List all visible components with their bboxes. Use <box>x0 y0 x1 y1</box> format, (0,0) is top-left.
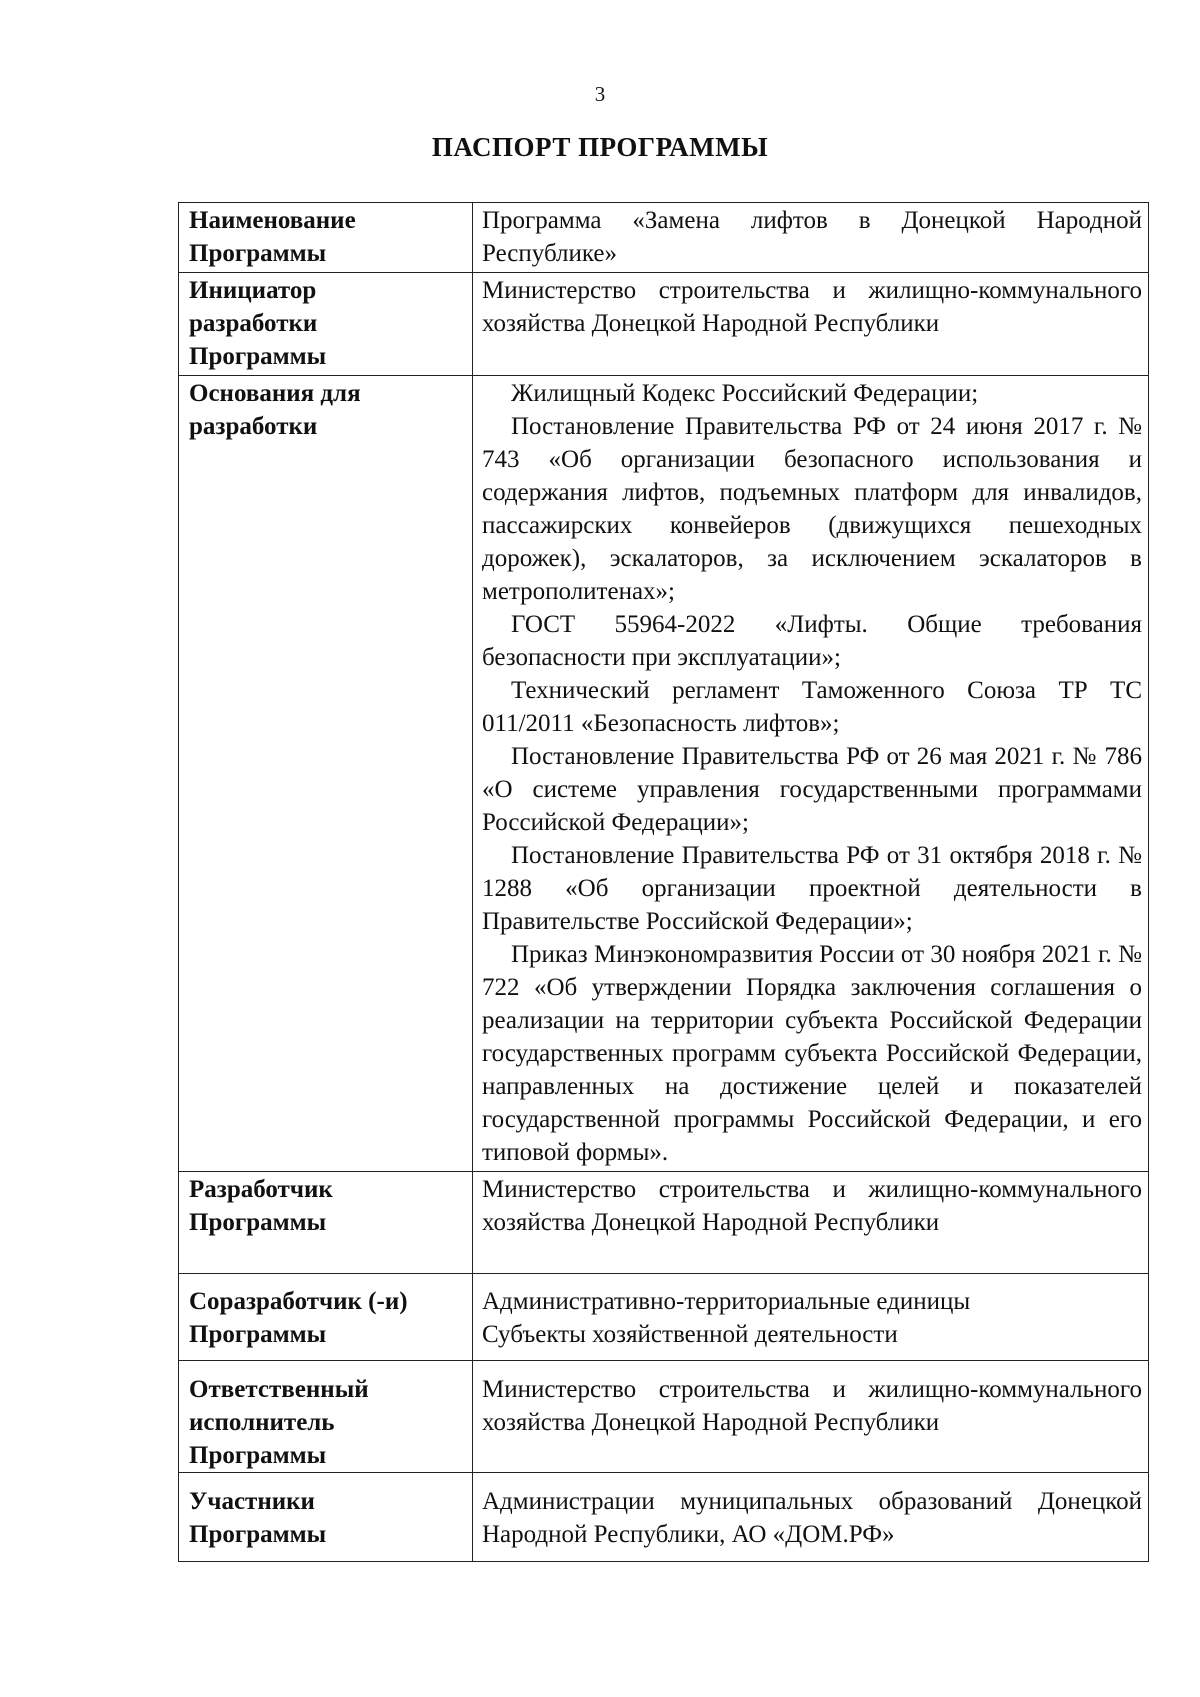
value-text: Министерство строительства и жилищно-коммунального хозяйства Донецкой Народной Республики <box>482 1176 1142 1236</box>
row-label <box>179 1473 473 1562</box>
grounds-item: Жилищный Кодекс Российский Федерации; <box>511 380 979 407</box>
table-row-participants <box>179 1473 1149 1562</box>
label-line: Участники <box>189 1488 315 1515</box>
grounds-item: Постановление Правительства РФ от 31 октября 2018 г. № 1288 «Об организации проектной деятельности в Правительстве Российской Федерации»; <box>482 842 1142 935</box>
row-label <box>179 203 473 273</box>
label-line: Инициатор <box>189 277 317 304</box>
table-row-name <box>179 203 1149 273</box>
grounds-item: Постановление Правительства РФ от 24 июня 2017 г. № 743 «Об организации безопасного использования и содержания лифтов, подъемных платформ для инвалидов, пассажирских конвейеров (движущихся пешеходных дорожек), эскалаторов, за исключением эскалаторов в метрополитенах»; <box>482 413 1142 605</box>
label-line: Программы <box>189 1442 327 1469</box>
row-value <box>473 203 1149 273</box>
value-text: Министерство строительства и жилищно-коммунального хозяйства Донецкой Народной Республики <box>482 1376 1142 1436</box>
table-row-responsible-executor <box>179 1361 1149 1473</box>
label-line: Разработчик <box>189 1176 333 1203</box>
value-text: Министерство строительства и жилищно-коммунального хозяйства Донецкой Народной Республики <box>482 277 1142 337</box>
grounds-item: Постановление Правительства РФ от 26 мая 2021 г. № 786 «О системе управления государственными программами Российской Федерации»; <box>482 743 1142 836</box>
label-line: Основания для <box>189 380 361 407</box>
row-label <box>179 273 473 376</box>
value-text: Административно-территориальные единицы <box>482 1288 971 1315</box>
table-row-developer <box>179 1172 1149 1274</box>
label-line: Программы <box>189 240 327 267</box>
grounds-item: ГОСТ 55964-2022 «Лифты. Общие требования безопасности при эксплуатации»; <box>482 611 1142 671</box>
label-line: Программы <box>189 1321 327 1348</box>
value-text: Субъекты хозяйственной деятельности <box>482 1321 898 1348</box>
label-line: Программы <box>189 343 327 370</box>
value-text: Администрации муниципальных образований Донецкой Народной Республики, АО «ДОМ.РФ» <box>482 1488 1142 1548</box>
program-passport-table <box>178 202 1149 1562</box>
row-label <box>179 1172 473 1274</box>
row-value <box>473 273 1149 376</box>
table-row-codeveloper <box>179 1274 1149 1361</box>
label-line: Наименование <box>189 207 356 234</box>
grounds-item: Приказ Минэкономразвития России от 30 ноября 2021 г. № 722 «Об утверждении Порядка заключения соглашения о реализации на территории субъекта Российской Федерации государственных программ субъекта Российской Федерации, направленных на достижение целей и показателей государственной программы Российской Федерации, и его типовой формы». <box>482 941 1142 1166</box>
label-line: разработки <box>189 310 318 337</box>
page-number: 3 <box>594 82 606 106</box>
value-text: Программа «Замена лифтов в Донецкой Народной Республике» <box>482 207 1142 267</box>
row-value <box>473 1274 1149 1361</box>
row-label <box>179 1361 473 1473</box>
document-title: ПАСПОРТ ПРОГРАММЫ <box>431 132 769 162</box>
table-row-grounds <box>179 376 1149 1172</box>
row-value <box>473 1473 1149 1562</box>
row-value <box>473 1361 1149 1473</box>
grounds-item: Технический регламент Таможенного Союза ТР ТС 011/2011 «Безопасность лифтов»; <box>482 677 1142 737</box>
label-line: Соразработчик (-и) <box>189 1288 408 1315</box>
row-value <box>473 376 1149 1172</box>
row-label <box>179 376 473 1172</box>
table-row-initiator <box>179 273 1149 376</box>
label-line: разработки <box>189 413 318 440</box>
label-line: Ответственный <box>189 1376 369 1403</box>
row-label <box>179 1274 473 1361</box>
row-value <box>473 1172 1149 1274</box>
label-line: исполнитель <box>189 1409 335 1436</box>
label-line: Программы <box>189 1521 327 1548</box>
label-line: Программы <box>189 1209 327 1236</box>
